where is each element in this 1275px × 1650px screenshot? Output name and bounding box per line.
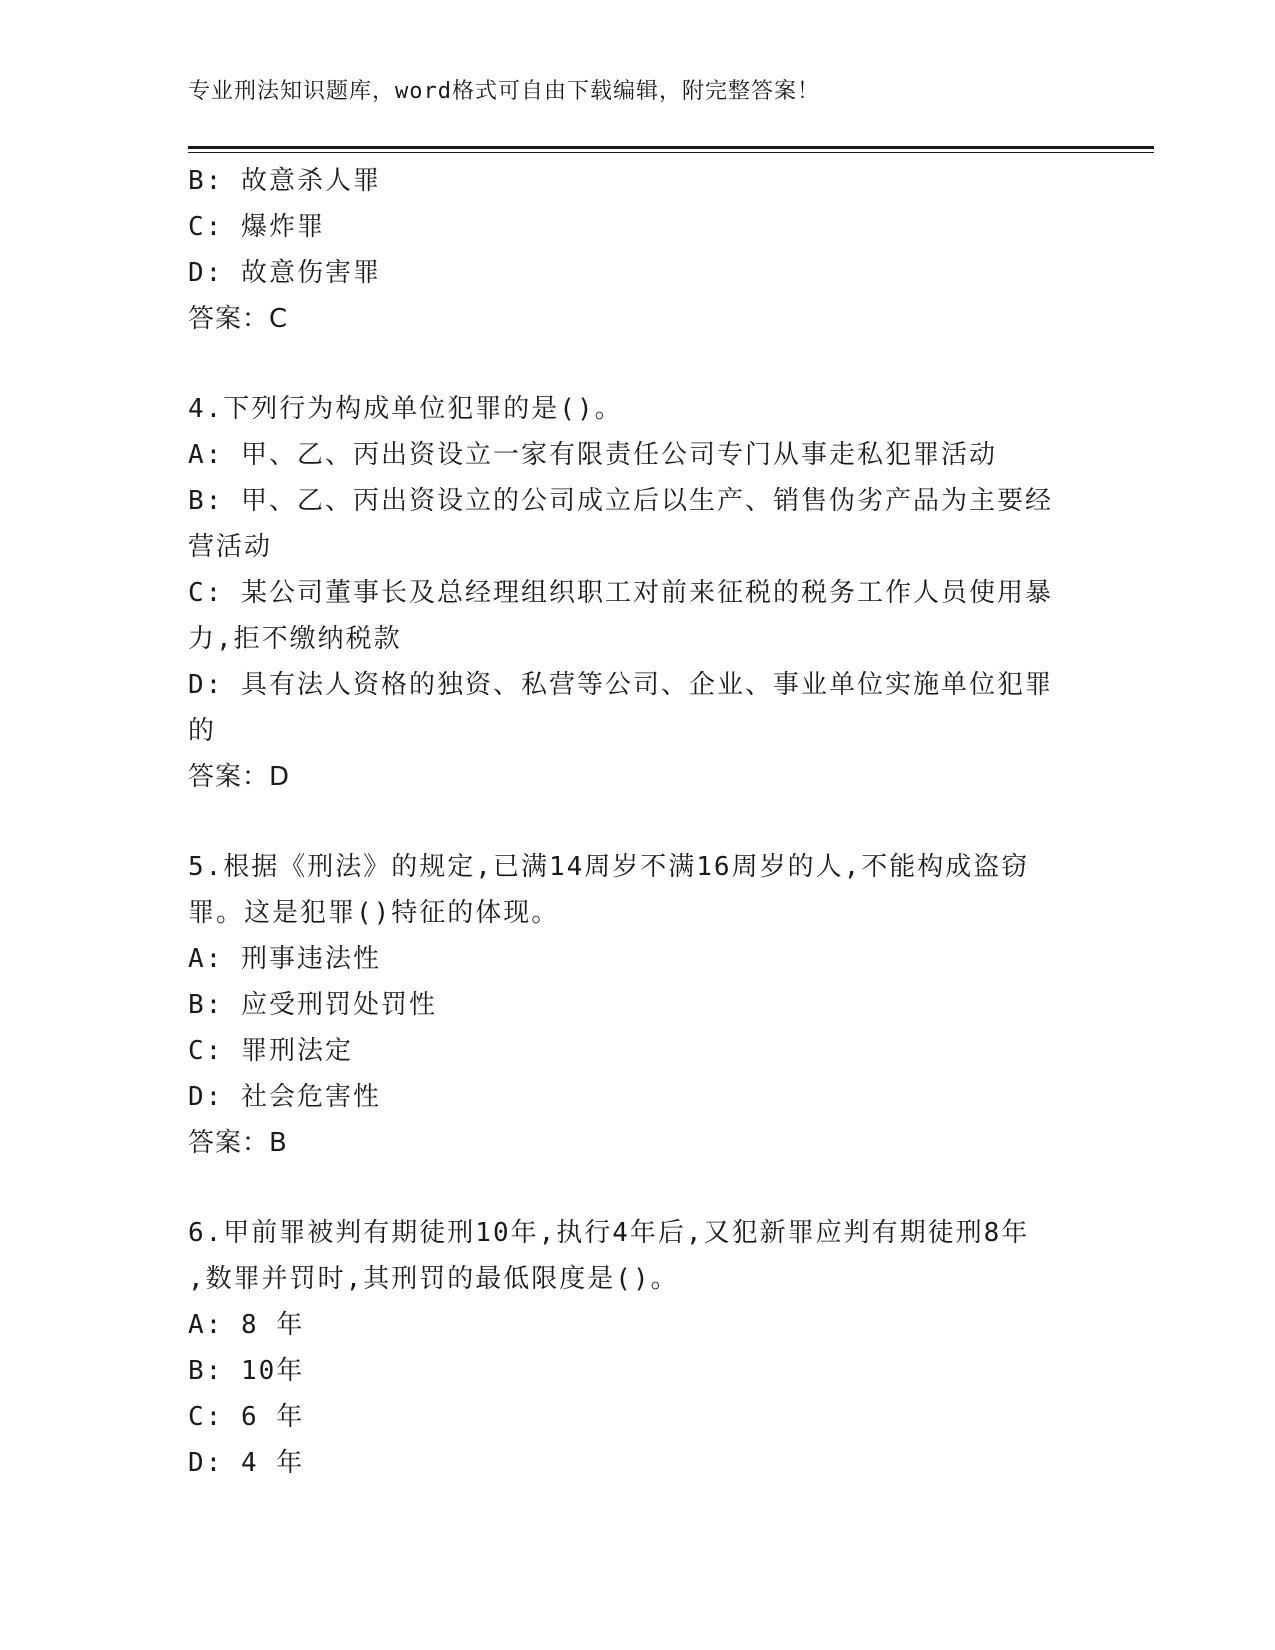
question-stem: 4.下列行为构成单位犯罪的是()。 <box>188 394 623 424</box>
option-line: D: 社会危害性 <box>188 1082 381 1112</box>
page-header: 专业刑法知识题库，word格式可自由下载编辑，附完整答案！ <box>188 79 820 104</box>
option-line-continued: 营活动 <box>188 532 273 562</box>
question-stem-continued: 罪。这是犯罪()特征的体现。 <box>188 898 560 928</box>
option-line: D: 故意伤害罪 <box>188 258 381 288</box>
option-line: C: 6 年 <box>188 1402 305 1432</box>
answer-line: 答案：C <box>188 304 289 334</box>
option-line: B: 10年 <box>188 1356 305 1386</box>
block-spacer <box>188 342 1088 386</box>
answer-line: 答案：B <box>188 1128 288 1158</box>
block-spacer <box>188 800 1088 844</box>
option-line: D: 4 年 <box>188 1448 305 1478</box>
header-rule-thick <box>188 146 1154 149</box>
option-line-continued: 的 <box>188 716 217 746</box>
option-line: A: 甲、乙、丙出资设立一家有限责任公司专门从事走私犯罪活动 <box>188 440 997 470</box>
header-rule-thin <box>188 152 1154 153</box>
option-line: A: 8 年 <box>188 1310 305 1340</box>
block-spacer <box>188 1166 1088 1210</box>
option-line: B: 甲、乙、丙出资设立的公司成立后以生产、销售伪劣产品为主要经 <box>188 486 1053 516</box>
option-line: C: 某公司董事长及总经理组织职工对前来征税的税务工作人员使用暴 <box>188 578 1053 608</box>
question-content <box>188 158 1088 1486</box>
question-block-5 <box>188 844 1088 1166</box>
option-line: B: 故意杀人罪 <box>188 166 381 196</box>
option-line-continued: 力,拒不缴纳税款 <box>188 624 402 654</box>
option-line: A: 刑事违法性 <box>188 944 381 974</box>
question-block-6 <box>188 1210 1088 1486</box>
question-stem: 6.甲前罪被判有期徒刑10年,执行4年后,又犯新罪应判有期徒刑8年 <box>188 1218 1030 1248</box>
question-stem: 5.根据《刑法》的规定,已满14周岁不满16周岁的人,不能构成盗窃 <box>188 852 1030 882</box>
question-stem-continued: ,数罪并罚时,其刑罚的最低限度是()。 <box>188 1264 679 1294</box>
question-block-4 <box>188 386 1088 800</box>
option-line: C: 罪刑法定 <box>188 1036 353 1066</box>
question-block-3 <box>188 158 1088 342</box>
option-line: C: 爆炸罪 <box>188 212 325 242</box>
answer-line: 答案：D <box>188 762 291 792</box>
option-line: B: 应受刑罚处罚性 <box>188 990 437 1020</box>
option-line: D: 具有法人资格的独资、私营等公司、企业、事业单位实施单位犯罪 <box>188 670 1053 700</box>
